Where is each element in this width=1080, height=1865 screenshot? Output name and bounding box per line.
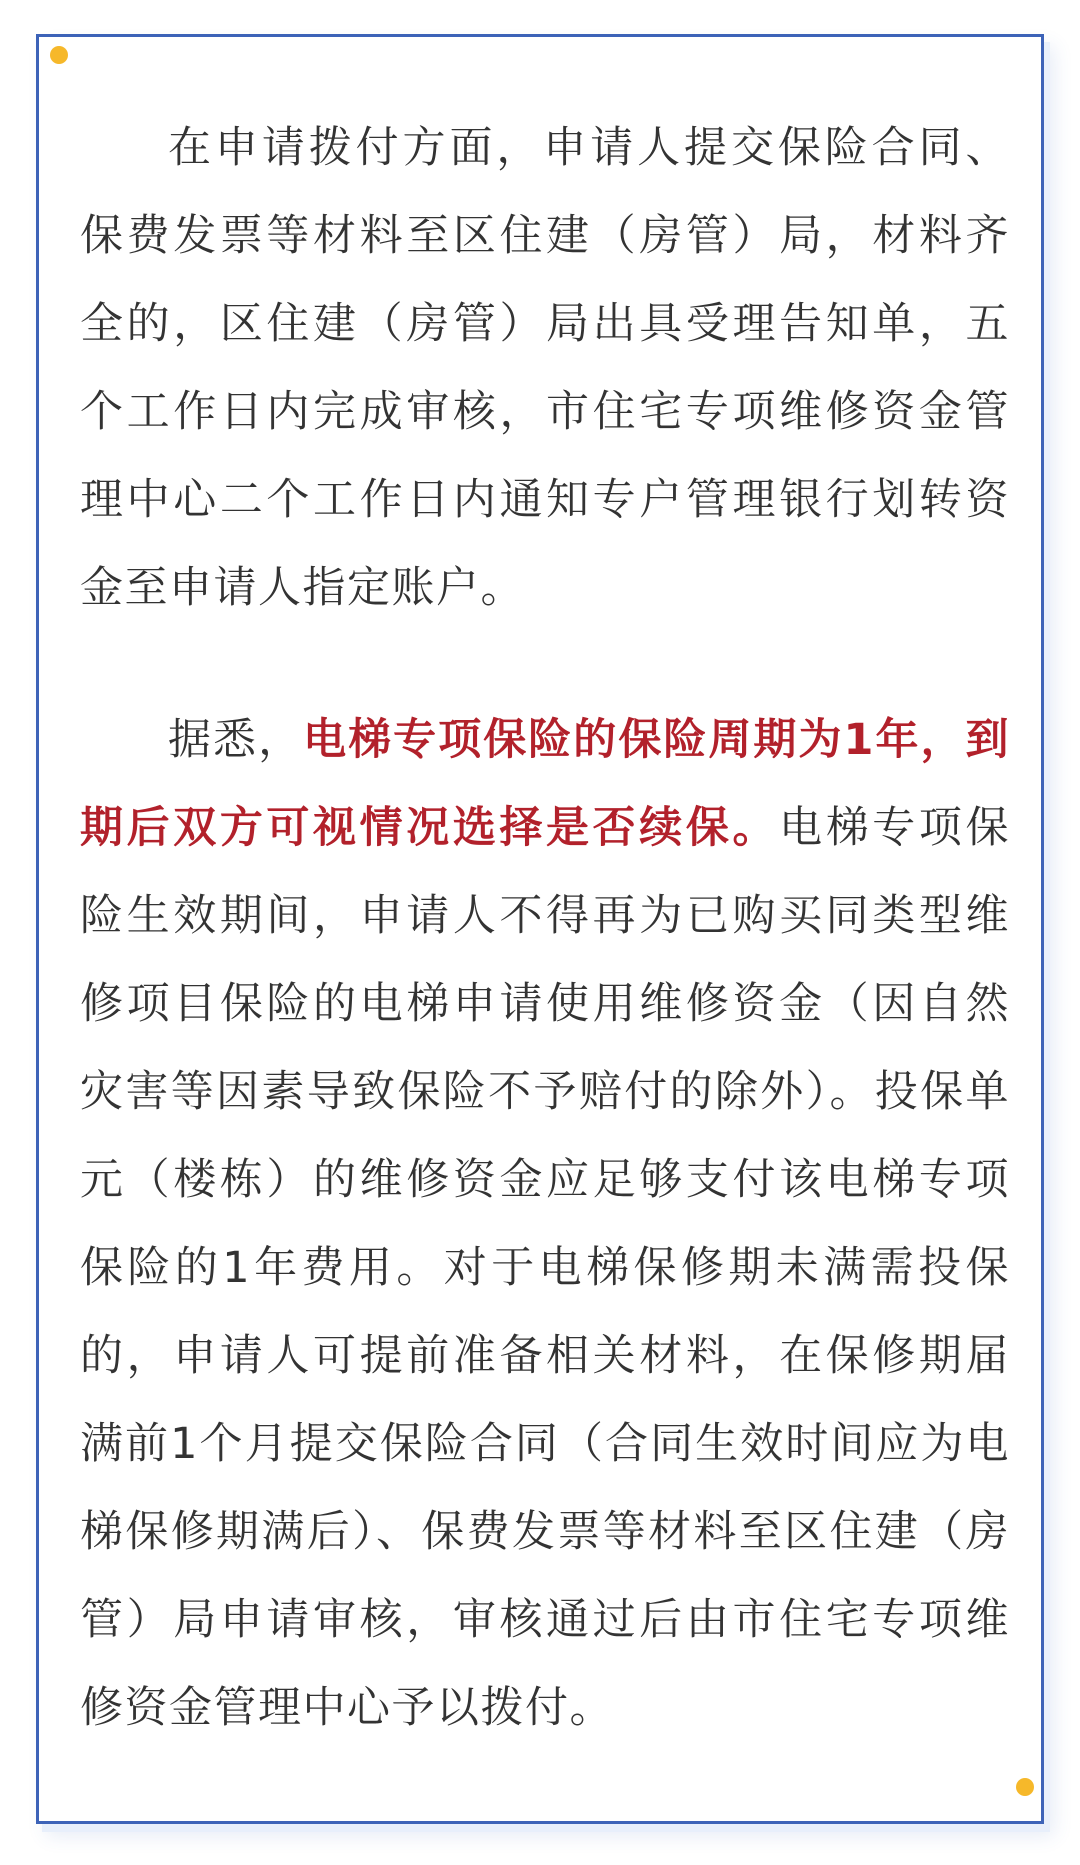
article-body <box>80 104 1010 1752</box>
paragraph-lead: 据悉， <box>168 715 304 765</box>
paragraph-rest: 电梯专项保险生效期间，申请人不得再为已购买同类型维修项目保险的电梯申请使用维修资金（因自然灾害等因素导致保险不予赔付的除外）。投保单元（楼栋）的维修资金应足够支付该电梯专项保险的1年费用。对于电梯保修期未满需投保的，申请人可提前准备相关材料，在保修期届满前1个月提交保险合同（合同生效时间应为电梯保修期满后）、保费发票等材料至区住建（房管）局申请审核，审核通过后由市住宅专项维修资金管理中心予以拨付。 <box>80 803 1011 1733</box>
paragraph-disbursement: 在申请拨付方面，申请人提交保险合同、保费发票等材料至区住建（房管）局，材料齐全的，区住建（房管）局出具受理告知单，五个工作日内完成审核，市住宅专项维修资金管理中心二个工作日内通知专户管理银行划转资金至申请人指定账户。 <box>80 123 1010 613</box>
highlighted-text: 电梯专项保险的保险周期为1年，到期后双方可视情况选择是否续保。 <box>80 715 1011 853</box>
corner-dot-bottom-right <box>1016 1778 1034 1796</box>
paragraph-insurance-period <box>80 696 1010 1752</box>
corner-dot-top-left <box>50 46 68 64</box>
